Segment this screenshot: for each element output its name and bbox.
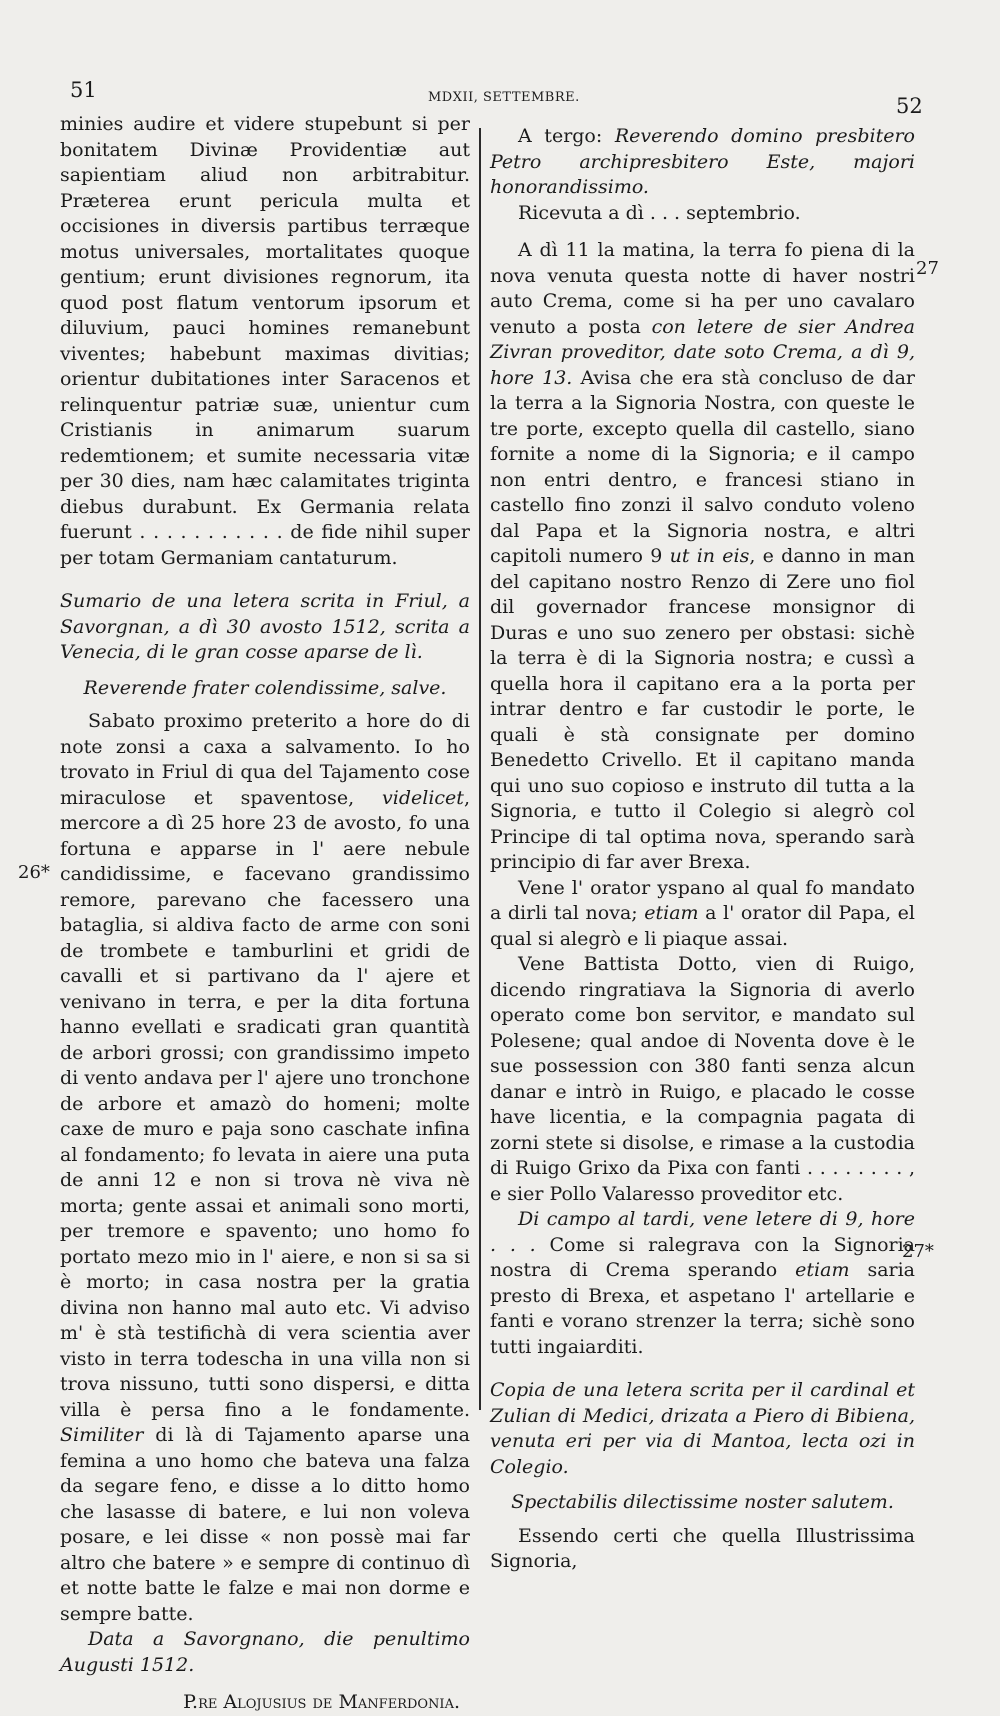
letter-signature: P.re Alojusius de Manferdonia.: [183, 1691, 460, 1713]
letter-heading-copia: Copia de una letera scrita per il cardinal et Zulian di Medici, drizata a Piero di Bibiena, venuta eri per via di Mantoa, lecta ozi in Colegio.: [490, 1379, 915, 1478]
letter-heading-friul: Sumario de una letera scrita in Friul, a Savorgnan, a dì 30 avosto 1512, scrita a Venecia, di le gran cosse aparse de lì.: [60, 590, 470, 663]
page-number-right: 52: [896, 94, 923, 118]
letter-body: Sabato proximo preterito a hore do di note zonsi a caxa a salvamento. Io ho trovato in Friul di qua del Tajamento cose miraculose et spaventose, videlicet, mercore a dì 25 hore 23 de avosto, fo una fortuna e apparse in l' aere nebule candidissime, e facevano grandissimo remore, parevano che facessero una bataglia, si aldiva facto de arme con soni de trombete e tamburlini et gridi de cavalli et si partivano da l' ajere et venivano in terra, e per la dita fortuna hanno evellati e sradicati gran quantità de arbori grossi; con grandissimo impeto di vento andava per l' ajere uno tronchone de arbore et amazò do homeni; molte caxe de muro e paja sono caschate infina al fondamento; fo levata in aiere una puta de anni 12 e non si trova nè viva nè morta; gente assai et animali sono morti, per tremore e spavento; uno homo fo portato mezo mio in l' aiere, e non si sa si è morto; in casa nostra per la gratia divina non hanno mal auto etc. Vi adviso m' è stà testifichà di vera scientia aver visto in terra todescha in una villa non si trova nissuno, tutti sono dispersi, e ditta villa è persa fino a le fondamente. Similiter di là di Tajamento aparse una femina a uno homo che bateva una falza da segare feno, e disse a lo ditto homo che lasasse di batere, e lui non voleva posare, e lei disse « non possè mai far altro che batere » e sempre di continuo dì et notte batte le falze e mai non dorme e sempre batte.: [60, 710, 470, 1625]
page-number-left: 51: [70, 78, 97, 102]
dotto-paragraph: Vene Battista Dotto, vien di Ruigo, dicendo ringratiava la Signoria di averlo operato come bon servitor, e mandato sul Polesene; qual andoe di Noventa dove è le sue possession con 380 fanti senza alcun danar e intrò in Ruigo, e placado le cosse have licentia, e la compagnia pagata di zorni stete si disolse, e rimase a la custodia di Ruigo Grixo da Pixa con fanti . . . . . . . . , e sier Pollo Valaresso proveditor etc.: [490, 953, 915, 1205]
prophecy-paragraph: minies audire et videre stupebunt si per bonitatem Divinæ Providentiæ aut sapientiam aliud non arbitrabitur. Præterea erunt pericula multa et occisiones in diversis partibus terræque motus universales, mortalitates quoque gentium; erunt divisiones regnorum, ita quod post flatum ventorum ipsorum et diluvium, pauci homines remanebunt viventes; habebunt maximas divitias; orientur dubitationes inter Saracenos et relinquentur patriæ suæ, unientur cum Cristianis in animarum suarum redemtionem; et sumite necessaria vitæ per 30 dies, nam hæc calamitates triginta diebus durabunt. Ex Germania relata fuerunt . . . . . . . . . . . de fide nihil super per totam Germaniam cantaturum.: [60, 113, 470, 569]
orator-paragraph: Vene l' orator yspano al qual fo mandato a dirli tal nova; etiam a l' orator dil Papa, el qual si alegrò e li piaque assai.: [490, 876, 916, 950]
letter-salutation: Reverende frater colendissime, salve.: [83, 676, 447, 699]
ricevuta-line: Ricevuta a dì . . . septembrio.: [518, 201, 801, 224]
right-column: [490, 112, 915, 1575]
running-head: MDXII, SETTEMBRE.: [428, 90, 580, 105]
margin-note-26: 26*: [18, 862, 50, 883]
crema-news-paragraph: A dì 11 la matina, la terra fo piena di la nova venuta questa notte di haver nostri auto Crema, come si ha per uno cavalaro venuto a posta con letere de sier Andrea Zivran proveditor, date soto Crema, a dì 9, hore 13. Avisa che era stà concluso de dar la terra a la Signoria Nostra, con queste le tre porte, excepto quella dil castello, siano fornite a nome di la Signoria; e il campo non entri dentro, e francesi stiano in castello fino zonzi il salvo conduto voleno dal Papa et la Signoria nostra, e altri capitoli numero 9 ut in eis, e danno in man del capitano nostro Renzo di Zere uno fiol dil governador francese monsignor di Duras e uno suo zenero per obstasi: sichè la terra è di la Signoria nostra; e cussì a quella hora il capitano era a la porta per intrar dentro e far custodir le porte, le quali è stà consignate per domino Benedetto Crivello. Et il capitano manda qui uno suo copioso e instruto dil tutta a la Signoria, e tutto il Colegio si alegrò col Principe di tal optima nova, sperando sarà principio di far aver Brexa.: [490, 239, 916, 873]
column-divider: [479, 128, 481, 1410]
left-column: [60, 112, 470, 1716]
margin-note-27-star: 27*: [902, 1241, 934, 1262]
copia-body-start: Essendo certi che quella Illustrissima Signoria,: [490, 1524, 915, 1572]
letter-salutation-copia: Spectabilis dilectissime noster salutem.: [511, 1491, 894, 1513]
page-header: [0, 72, 1000, 118]
margin-note-27: 27: [916, 258, 939, 279]
campo-paragraph: Di campo al tardi, vene letere di 9, hore . . . Come si ralegrava con la Signoria nostra di Crema sperando etiam saria presto di Brexa, et aspetano l' artellarie e fanti e vorano strenzer la terra; sichè sono tutti ingaiarditi.: [490, 1208, 916, 1358]
letter-dateline: Data a Savorgnano, die penultimo Augusti 1512.: [60, 1628, 470, 1676]
tergo-address: A tergo: Reverendo domino presbitero Petro archipresbitero Este, majori honorandissimo.: [490, 125, 915, 198]
